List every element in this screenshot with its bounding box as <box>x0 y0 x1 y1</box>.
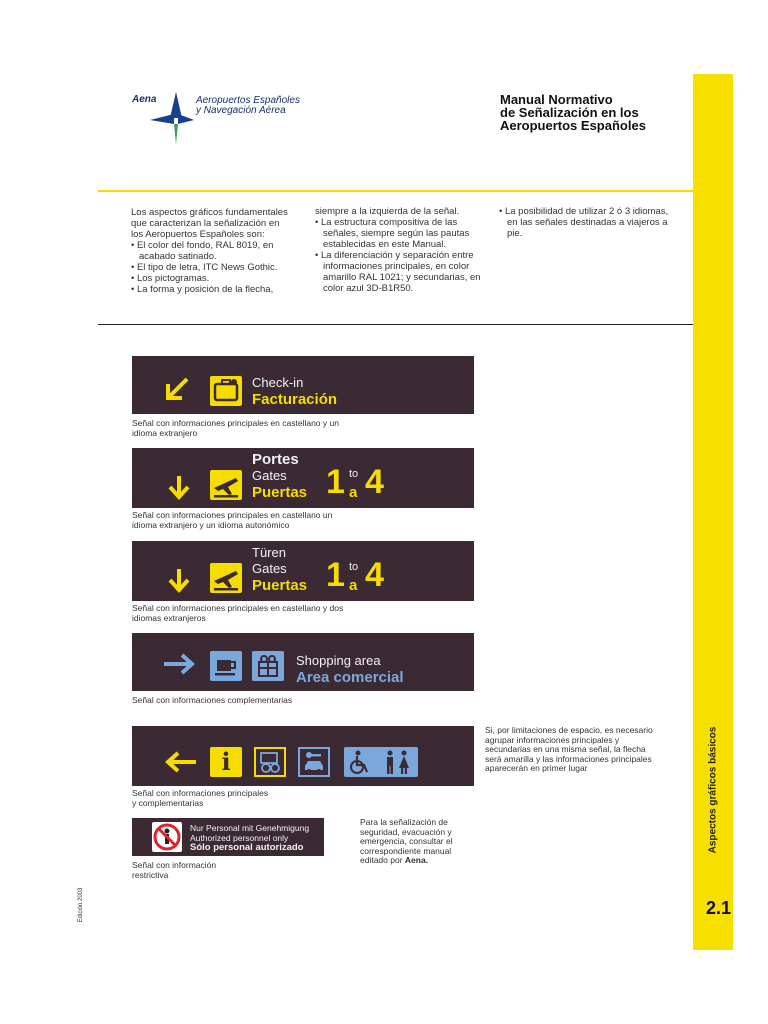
list-item: • La forma y posición de la flecha, <box>131 284 291 295</box>
caption-sign-4: Señal con informaciones complementarias <box>132 695 293 705</box>
list-item: • La estructura compositiva de las señales, siempre según las pautas establecidas en este Manual. <box>315 217 485 250</box>
arrow-down-left-icon <box>164 376 190 402</box>
sign-gates-2: Türen Gates Puertas 1 to a 4 <box>132 541 474 601</box>
intro-column-1: Los aspectos gráficos fundamentales que caracterizan la señalización en los Aeropuertos Españoles son: • El color del fondo, RAL 8019, en acabado satinado. • El tipo de letra, ITC News Gothic. • Los pictogramas. • La forma y posición de la flecha, <box>131 207 291 295</box>
airplane-icon <box>210 563 242 593</box>
accessible-restrooms-icon <box>344 747 418 777</box>
org-name: Aeropuertos Españoles y Navegación Aérea <box>196 95 300 116</box>
caption-sign-6: Señal con información restrictiva <box>132 860 217 880</box>
no-entry-person-icon <box>152 822 182 852</box>
arrow-down-icon <box>168 474 190 500</box>
brand-name: Aena <box>132 94 157 105</box>
sign-check-in: Check-in Facturación <box>132 356 474 414</box>
space-note: Si, por limitaciones de espacio, es necesario agrupar informaciones principales y secundarias en una misma señal, la flecha será amarilla y las informaciones principales aparecerán en primer lugar <box>485 725 653 773</box>
section-title: Aspectos gráficos básicos <box>707 726 719 854</box>
list-item: • La posibilidad de utilizar 2 ó 3 idiomas, en las señales destinadas a viajeros a pie. <box>499 206 669 239</box>
black-divider <box>98 324 693 325</box>
edition-label: Edición 2003 <box>78 887 84 923</box>
caption-sign-5: Señal con informaciones principales y complementarias <box>132 788 269 808</box>
caption-sign-1: Señal con informaciones principales en castellano y un idioma extranjero <box>132 418 339 438</box>
airplane-icon <box>210 470 242 500</box>
safety-note: Para la señalización de seguridad, evacuación y emergencia, consultar el correspondiente manual editado por Aena. <box>360 817 453 865</box>
arrow-left-icon <box>164 751 198 773</box>
list-item: • La diferenciación y separación entre informaciones principales, en color amarillo RAL 1021; y secundarias, en color azul 3D-B1R50. <box>315 250 485 294</box>
manual-title: Manual Normativo de Señalización en los Aeropuertos Españoles <box>500 92 646 133</box>
intro-column-2: siempre a la izquierda de la señal. • La estructura compositiva de las señales, siempre según las pautas establecidas en este Manual. • La diferenciación y separación entre informaciones principales, en color amarillo RAL 1021; y secundarias, en color azul 3D-B1R50. <box>315 206 485 294</box>
information-icon: i <box>210 747 242 777</box>
yellow-divider <box>98 190 693 192</box>
arrow-right-icon <box>162 653 196 675</box>
car-rental-icon <box>298 747 330 777</box>
currency-exchange-icon <box>254 747 286 777</box>
arrow-down-icon <box>168 567 190 593</box>
gift-icon <box>252 651 284 681</box>
luggage-icon <box>210 376 242 406</box>
aena-logo-icon <box>148 90 196 146</box>
caption-sign-3: Señal con informaciones principales en castellano y dos idiomas extranjeros <box>132 603 344 623</box>
list-item: • Los pictogramas. <box>131 273 291 284</box>
caption-sign-2: Señal con informaciones principales en castellano un idioma extranjero y un idioma autonómico <box>132 510 333 530</box>
coffee-cup-icon <box>210 651 242 681</box>
list-item: • El color del fondo, RAL 8019, en acabado satinado. <box>131 240 291 262</box>
sign-info-services <box>132 726 474 786</box>
sign-restricted: Nur Personal mit Genehmigung Authorized personnel only Sólo personal autorizado <box>132 818 324 856</box>
list-item: • El tipo de letra, ITC News Gothic. <box>131 262 291 273</box>
intro-column-3 <box>499 206 669 239</box>
sign-shopping: Shopping area Area comercial <box>132 633 474 691</box>
sign-gates-1: Portes Gates Puertas 1 to a 4 <box>132 448 474 508</box>
chapter-number: 2.1 <box>706 898 732 918</box>
